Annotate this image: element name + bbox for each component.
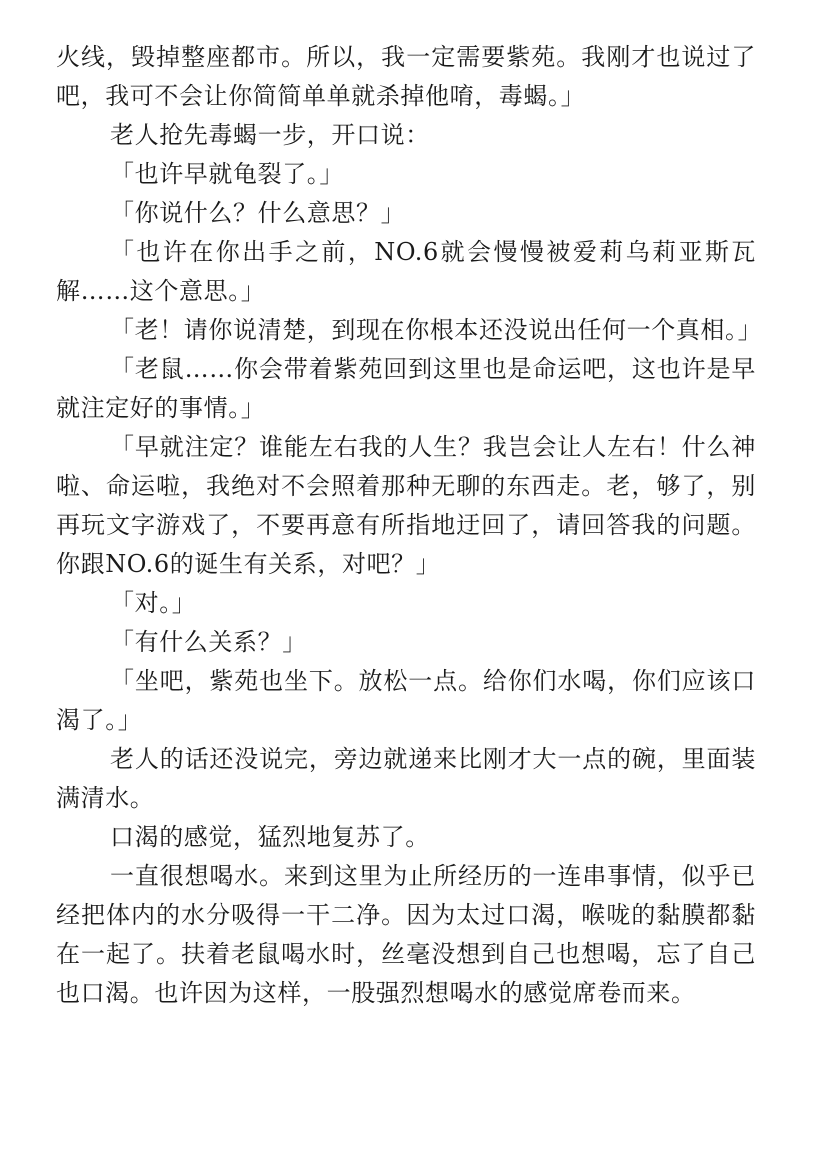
paragraph: 老人抢先毒蝎一步，开口说： bbox=[110, 121, 430, 149]
paragraph: 「坐吧，紫苑也坐下。放松一点。给你们水喝，你们应该口渴了。」 bbox=[56, 667, 756, 734]
paragraph: 「老鼠……你会带着紫苑回到这里也是命运吧，这也许是早就注定好的事情。」 bbox=[56, 355, 756, 422]
paragraph: 「早就注定？谁能左右我的人生？我岂会让人左右！什么神啦、命运啦，我绝对不会照着那种无聊的东西走。老，够了，别再玩文字游戏了，不要再意有所指地迂回了，请回答我的问题。你跟NO.6的诞生有关系，对吧？」 bbox=[56, 433, 756, 578]
paragraph: 老人的话还没说完，旁边就递来比刚才大一点的碗，里面装满清水。 bbox=[56, 745, 756, 812]
paragraph: 「也许在你出手之前，NO.6就会慢慢被爱莉乌莉亚斯瓦解……这个意思。」 bbox=[56, 238, 756, 305]
text-page bbox=[56, 38, 763, 1013]
paragraph: 「你说什么？什么意思？」 bbox=[110, 199, 406, 227]
paragraph: 口渴的感觉，猛烈地复苏了。 bbox=[110, 823, 430, 851]
paragraph-continued: 火线，毁掉整座都市。所以，我一定需要紫苑。我刚才也说过了吧，我可不会让你简简单单就杀掉他唷，毒蝎。」 bbox=[56, 43, 756, 110]
paragraph: 「也许早就龟裂了。」 bbox=[110, 160, 344, 188]
paragraph: 「对。」 bbox=[110, 589, 197, 617]
paragraph: 一直很想喝水。来到这里为止所经历的一连串事情，似乎已经把体内的水分吸得一干二净。因为太过口渴，喉咙的黏膜都黏在一起了。扶着老鼠喝水时，丝毫没想到自己也想喝，忘了自己也口渴。也许因为这样，一股强烈想喝水的感觉席卷而来。 bbox=[56, 862, 756, 1007]
paragraph: 「老！请你说清楚，到现在你根本还没说出任何一个真相。」 bbox=[110, 316, 763, 344]
paragraph: 「有什么关系？」 bbox=[110, 628, 307, 656]
